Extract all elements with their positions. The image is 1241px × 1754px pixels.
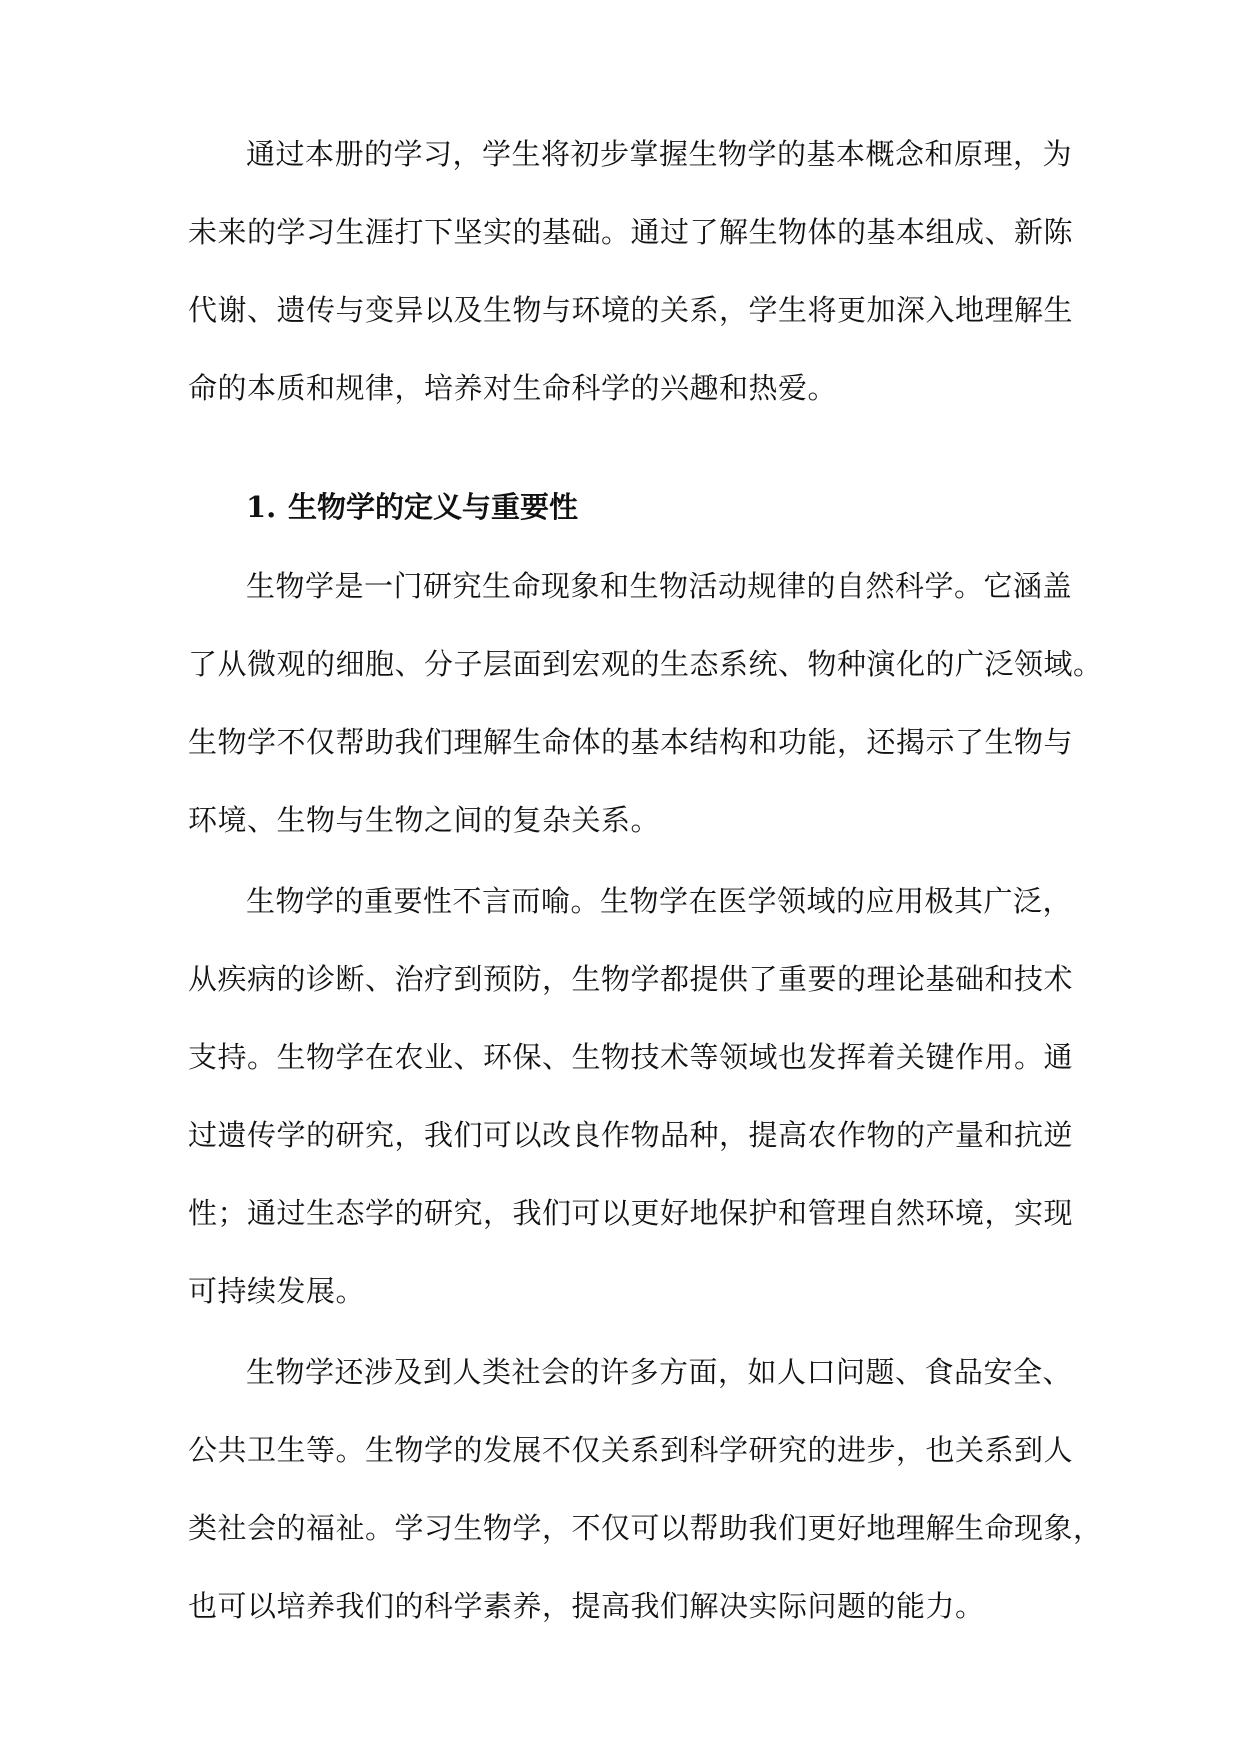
intro-line-1: 通过本册的学习，学生将初步掌握生物学的基本概念和原理，为 xyxy=(246,137,1073,171)
paragraph-line: 从疾病的诊断、治疗到预防，生物学都提供了重要的理论基础和技术 xyxy=(188,962,1074,996)
paragraph-line: 支持。生物学在农业、环保、生物技术等领域也发挥着关键作用。通 xyxy=(188,1040,1074,1074)
paragraph-line: 生物学是一门研究生命现象和生物活动规律的自然科学。它涵盖 xyxy=(246,569,1073,603)
intro-paragraph xyxy=(188,115,1074,427)
paragraph-line: 生物学不仅帮助我们理解生命体的基本结构和功能，还揭示了生物与 xyxy=(188,725,1074,759)
paragraph-definition xyxy=(188,547,1103,859)
intro-line-3: 代谢、遗传与变异以及生物与环境的关系，学生将更加深入地理解生 xyxy=(188,293,1074,327)
paragraph-line: 生物学的重要性不言而喻。生物学在医学领域的应用极其广泛， xyxy=(246,884,1073,918)
section-heading xyxy=(246,468,578,546)
intro-line-4: 命的本质和规律，培养对生命科学的兴趣和热爱。 xyxy=(188,371,838,405)
section-title: 生物学的定义与重要性 xyxy=(288,490,579,524)
paragraph-line: 过遗传学的研究，我们可以改良作物品种，提高农作物的产量和抗逆 xyxy=(188,1118,1074,1152)
paragraph-importance xyxy=(188,862,1074,1330)
paragraph-society xyxy=(188,1333,1103,1645)
paragraph-line: 也可以培养我们的科学素养，提高我们解决实际问题的能力。 xyxy=(188,1589,985,1623)
paragraph-line: 性；通过生态学的研究，我们可以更好地保护和管理自然环境，实现 xyxy=(188,1196,1074,1230)
paragraph-line: 环境、生物与生物之间的复杂关系。 xyxy=(188,803,661,837)
paragraph-line: 公共卫生等。生物学的发展不仅关系到科学研究的进步，也关系到人 xyxy=(188,1433,1074,1467)
section-number: 1. xyxy=(246,490,277,524)
intro-line-2: 未来的学习生涯打下坚实的基础。通过了解生物体的基本组成、新陈 xyxy=(188,215,1074,249)
paragraph-line: 类社会的福祉。学习生物学，不仅可以帮助我们更好地理解生命现象， xyxy=(188,1511,1103,1545)
paragraph-line: 可持续发展。 xyxy=(188,1274,366,1308)
paragraph-line: 生物学还涉及到人类社会的许多方面，如人口问题、食品安全、 xyxy=(246,1355,1073,1389)
paragraph-line: 了从微观的细胞、分子层面到宏观的生态系统、物种演化的广泛领域。 xyxy=(188,647,1103,681)
